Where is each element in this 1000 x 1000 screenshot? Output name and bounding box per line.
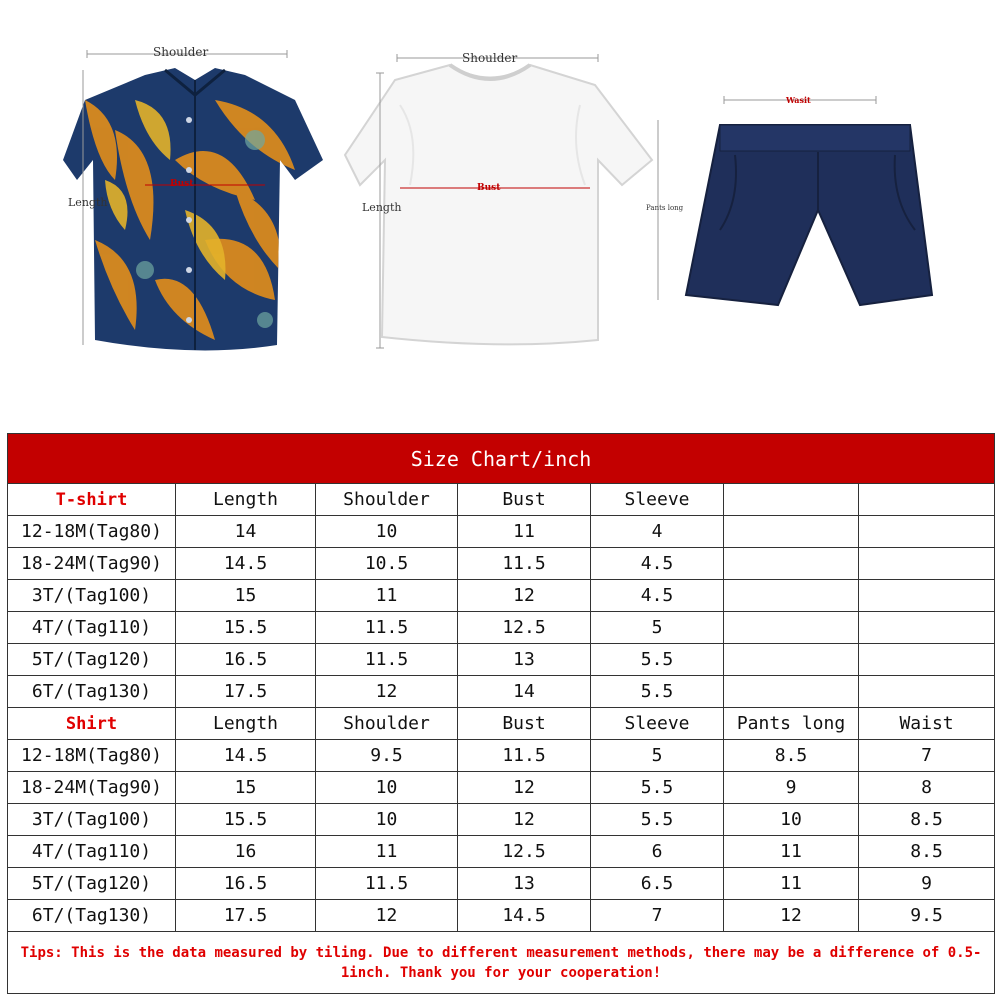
- measurement-cell: 5: [591, 740, 724, 772]
- size-label: 5T/(Tag120): [8, 644, 176, 676]
- shirt-length-label: Length: [68, 196, 108, 209]
- measurement-cell: [724, 676, 859, 708]
- product-images: [0, 0, 1000, 420]
- table-row: [8, 548, 995, 580]
- table-row: [8, 580, 995, 612]
- measurement-cell: 7: [591, 900, 724, 932]
- table-row: [8, 740, 995, 772]
- measurement-cell: 14.5: [176, 740, 316, 772]
- measurement-cell: 8.5: [724, 740, 859, 772]
- measurement-cell: 9.5: [316, 740, 458, 772]
- size-chart-title: Size Chart/inch: [8, 434, 995, 484]
- size-label: 4T/(Tag110): [8, 612, 176, 644]
- shirt-header-row: [8, 708, 995, 740]
- measurement-cell: 12: [458, 580, 591, 612]
- measurement-cell: 5.5: [591, 772, 724, 804]
- measurement-cell: [724, 580, 859, 612]
- tshirt-length-label: Length: [362, 201, 402, 214]
- measurement-cell: [859, 516, 995, 548]
- measurement-cell: 11.5: [316, 612, 458, 644]
- measurement-cell: 11.5: [316, 644, 458, 676]
- measurement-cell: 15: [176, 772, 316, 804]
- table-row: [8, 676, 995, 708]
- measurement-cell: 10: [316, 804, 458, 836]
- measurement-cell: 11.5: [316, 868, 458, 900]
- column-header: [859, 484, 995, 516]
- measurement-cell: 5.5: [591, 804, 724, 836]
- measurement-cell: 11.5: [458, 740, 591, 772]
- measurement-cell: 16.5: [176, 868, 316, 900]
- tips-row: [8, 932, 995, 994]
- measurement-cell: 16: [176, 836, 316, 868]
- size-label: 12-18M(Tag80): [8, 516, 176, 548]
- measurement-cell: [724, 548, 859, 580]
- measurement-cell: 7: [859, 740, 995, 772]
- shorts-pants-long-label: Pants long: [646, 204, 684, 212]
- measurement-cell: 10: [724, 804, 859, 836]
- measurement-cell: 13: [458, 868, 591, 900]
- table-row: [8, 516, 995, 548]
- table-row: [8, 644, 995, 676]
- measurement-cell: 12: [724, 900, 859, 932]
- navy-shorts-image: [680, 90, 950, 330]
- measurement-cell: [724, 612, 859, 644]
- measurement-cell: 6.5: [591, 868, 724, 900]
- measurement-cell: [724, 644, 859, 676]
- measurement-cell: 17.5: [176, 900, 316, 932]
- size-chart-table: [7, 433, 995, 994]
- column-header: Shoulder: [316, 484, 458, 516]
- size-label: 3T/(Tag100): [8, 580, 176, 612]
- measurement-cell: 12: [316, 676, 458, 708]
- tips-text: Tips: This is the data measured by tiling. Due to different measurement methods, there may be a difference of 0.5-1inch. Thank you for your cooperation!: [8, 932, 995, 994]
- column-header: Sleeve: [591, 484, 724, 516]
- measurement-cell: 12.5: [458, 836, 591, 868]
- measurement-cell: 12: [458, 772, 591, 804]
- table-row: [8, 900, 995, 932]
- column-header: Shoulder: [316, 708, 458, 740]
- measurement-cell: 5.5: [591, 644, 724, 676]
- measurement-cell: 4: [591, 516, 724, 548]
- column-header: Pants long: [724, 708, 859, 740]
- size-label: 3T/(Tag100): [8, 804, 176, 836]
- measurement-cell: 11: [316, 836, 458, 868]
- column-header: Waist: [859, 708, 995, 740]
- size-label: 6T/(Tag130): [8, 900, 176, 932]
- size-label: 18-24M(Tag90): [8, 772, 176, 804]
- measurement-cell: 15.5: [176, 804, 316, 836]
- measurement-cell: 12: [458, 804, 591, 836]
- measurement-cell: 11: [458, 516, 591, 548]
- measurement-cell: 4.5: [591, 580, 724, 612]
- measurement-cell: 14.5: [176, 548, 316, 580]
- measurement-cell: 8.5: [859, 836, 995, 868]
- measurement-cell: 6: [591, 836, 724, 868]
- shirt-section-label: Shirt: [8, 708, 176, 740]
- measurement-cell: [859, 644, 995, 676]
- column-header: Bust: [458, 708, 591, 740]
- measurement-cell: 11: [724, 868, 859, 900]
- measurement-cell: 10: [316, 516, 458, 548]
- tshirt-shoulder-label: Shoulder: [462, 51, 518, 65]
- column-header: Length: [176, 708, 316, 740]
- table-row: [8, 868, 995, 900]
- measurement-cell: 12.5: [458, 612, 591, 644]
- column-header: Length: [176, 484, 316, 516]
- measurement-cell: 14.5: [458, 900, 591, 932]
- measurement-cell: 8: [859, 772, 995, 804]
- tshirt-section-label: T-shirt: [8, 484, 176, 516]
- table-row: [8, 772, 995, 804]
- measurement-cell: [724, 516, 859, 548]
- table-row: [8, 836, 995, 868]
- shirt-bust-label: Bust: [170, 179, 194, 189]
- table-row: [8, 612, 995, 644]
- measurement-cell: [859, 676, 995, 708]
- size-label: 18-24M(Tag90): [8, 548, 176, 580]
- measurement-cell: 11: [724, 836, 859, 868]
- measurement-cell: 10.5: [316, 548, 458, 580]
- measurement-cell: 13: [458, 644, 591, 676]
- measurement-cell: 17.5: [176, 676, 316, 708]
- measurement-cell: 9: [724, 772, 859, 804]
- measurement-cell: [859, 548, 995, 580]
- measurement-cell: 11: [316, 580, 458, 612]
- column-header: Sleeve: [591, 708, 724, 740]
- white-tshirt-image: [340, 45, 665, 355]
- size-label: 12-18M(Tag80): [8, 740, 176, 772]
- tshirt-header-row: [8, 484, 995, 516]
- measurement-cell: 11.5: [458, 548, 591, 580]
- measurement-cell: 4.5: [591, 548, 724, 580]
- shorts-waist-label: Wasit: [786, 95, 811, 105]
- measurement-cell: [859, 612, 995, 644]
- measurement-cell: 5: [591, 612, 724, 644]
- shirt-shoulder-label: Shoulder: [153, 45, 209, 59]
- size-label: 6T/(Tag130): [8, 676, 176, 708]
- measurement-cell: 15: [176, 580, 316, 612]
- measurement-cell: 14: [176, 516, 316, 548]
- size-label: 5T/(Tag120): [8, 868, 176, 900]
- measurement-cell: 10: [316, 772, 458, 804]
- measurement-cell: 8.5: [859, 804, 995, 836]
- measurement-cell: 14: [458, 676, 591, 708]
- measurement-cell: 12: [316, 900, 458, 932]
- column-header: Bust: [458, 484, 591, 516]
- measurement-cell: [859, 580, 995, 612]
- measurement-cell: 9.5: [859, 900, 995, 932]
- column-header: [724, 484, 859, 516]
- measurement-cell: 15.5: [176, 612, 316, 644]
- size-label: 4T/(Tag110): [8, 836, 176, 868]
- measurement-cell: 9: [859, 868, 995, 900]
- measurement-cell: 5.5: [591, 676, 724, 708]
- measurement-cell: 16.5: [176, 644, 316, 676]
- tshirt-bust-label: Bust: [477, 183, 501, 193]
- table-row: [8, 804, 995, 836]
